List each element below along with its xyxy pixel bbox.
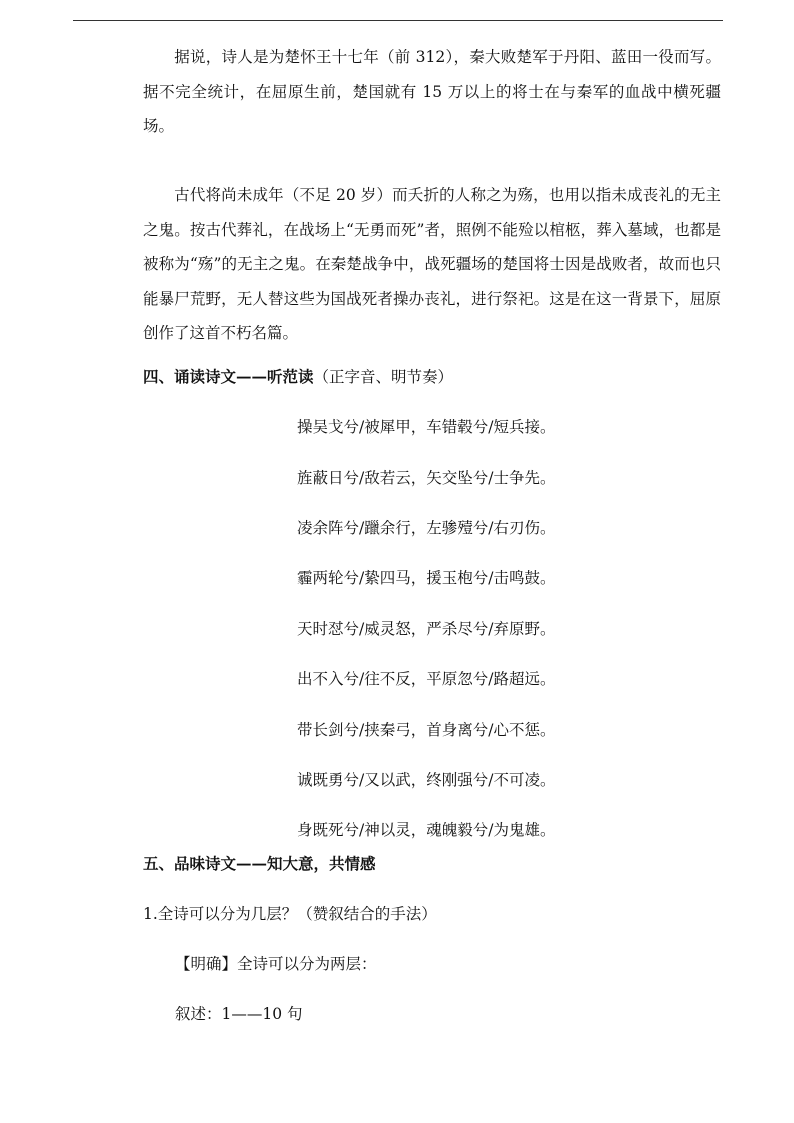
question-1: 1.全诗可以分为几层？（赞叙结合的手法） <box>143 905 437 923</box>
poem-line: 旌蔽日兮/敌若云，矢交坠兮/士争先。 <box>297 469 556 487</box>
poem-line: 操吴戈兮/被犀甲，车错毂兮/短兵接。 <box>297 418 556 436</box>
section-5-heading <box>143 853 376 875</box>
header-rule <box>73 20 723 21</box>
paragraph-text: 古代将尚未成年（不足 20 岁）而夭折的人称之为殇，也用以指未成丧礼的无主之鬼。按古代葬礼，在战场上“无勇而死”者，照例不能殓以棺柩，葬入墓域，也都是被称为“殇”的无主之鬼。在秦楚战争中，战死疆场的楚国将士因是战败者，故而也只能暴尸荒野，无人替这些为国战死者操办丧礼，进行祭祀。这是在这一背景下，屈原创作了这首不朽名篇。 <box>143 186 721 342</box>
section-4-heading <box>143 366 453 388</box>
poem-line: 凌余阵兮/躐余行，左骖殪兮/右刃伤。 <box>297 519 556 537</box>
section-5-title: 五、品味诗文——知大意，共情感 <box>143 854 376 873</box>
section-4-note: （正字音、明节奏） <box>313 368 454 386</box>
poem-line: 诚既勇兮/又以武，终刚强兮/不可凌。 <box>297 771 556 789</box>
poem-line: 霾两轮兮/絷四马，援玉枹兮/击鸣鼓。 <box>297 569 556 587</box>
poem-line: 带长剑兮/挟秦弓，首身离兮/心不惩。 <box>297 721 556 739</box>
poem-line: 身既死兮/神以灵，魂魄毅兮/为鬼雄。 <box>297 821 556 839</box>
answer-clarification: 【明确】全诗可以分为两层： <box>175 955 377 973</box>
section-4-title: 四、诵读诗文——听范读 <box>143 367 314 386</box>
poem-line: 出不入兮/往不反，平原忽兮/路超远。 <box>297 670 556 688</box>
background-paragraph-2 <box>143 178 721 351</box>
narration-range: 叙述：1——10 句 <box>175 1005 303 1023</box>
poem-line: 天时怼兮/威灵怒，严杀尽兮/弃原野。 <box>297 620 556 638</box>
background-paragraph-1 <box>143 40 721 144</box>
paragraph-text: 据说，诗人是为楚怀王十七年（前 312），秦大败楚军于丹阳、蓝田一役而写。据不完全统计，在屈原生前，楚国就有 15 万以上的将士在与秦军的血战中横死疆场。 <box>143 48 721 135</box>
